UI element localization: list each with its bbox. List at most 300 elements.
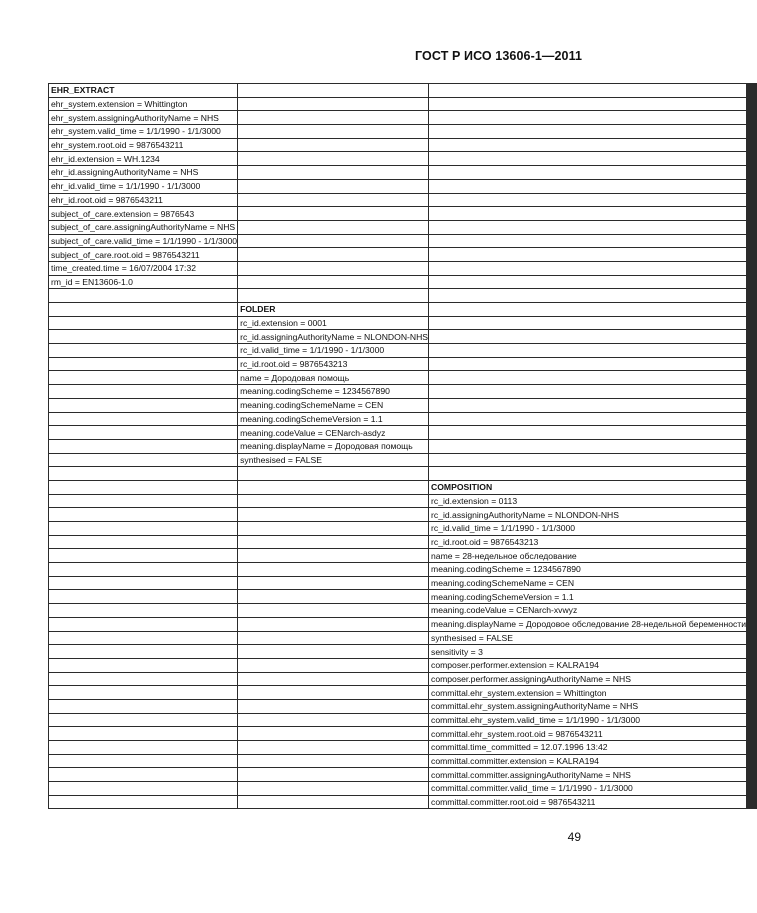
empty-cell [756, 645, 757, 659]
table-row [49, 385, 757, 399]
field-value: meaning.codingSchemeVersion = 1.1 [431, 591, 574, 602]
empty-cell [49, 371, 238, 385]
empty-cell [238, 522, 429, 536]
field-value: subject_of_care.valid_time = 1/1/1990 - 1/1/3000 [51, 235, 238, 246]
empty-cell [756, 152, 757, 166]
field-cell [429, 672, 747, 686]
table-row [49, 275, 757, 289]
empty-cell [49, 713, 238, 727]
empty-cell [238, 563, 429, 577]
field-value [49, 291, 51, 301]
field-value: name = Дородовая помощь [240, 372, 350, 383]
field-cell [429, 494, 747, 508]
section-heading: FOLDER [240, 304, 276, 315]
empty-cell [238, 645, 429, 659]
field-value: composer.performer.extension = KALRA194 [431, 660, 599, 671]
field-cell [49, 220, 238, 234]
table-row [49, 686, 757, 700]
empty-cell [49, 782, 238, 796]
table-row [49, 261, 757, 275]
table-row [49, 522, 757, 536]
field-value: meaning.displayName = Дородовая помощь [240, 441, 413, 452]
empty-cell [756, 193, 757, 207]
empty-cell [238, 261, 429, 275]
field-value: subject_of_care.assigningAuthorityName = NHS [51, 222, 236, 233]
empty-cell [238, 289, 429, 303]
empty-cell [429, 125, 747, 139]
field-cell [238, 467, 429, 481]
empty-cell [49, 604, 238, 618]
empty-cell [49, 617, 238, 631]
field-value: rc_id.root.oid = 9876543213 [240, 359, 348, 370]
table-row [49, 754, 757, 768]
empty-cell [238, 125, 429, 139]
empty-cell [429, 111, 747, 125]
empty-cell [429, 248, 747, 262]
table-row [49, 138, 757, 152]
table-row [49, 741, 757, 755]
empty-cell [49, 316, 238, 330]
field-cell [49, 166, 238, 180]
empty-cell [238, 699, 429, 713]
empty-cell [756, 261, 757, 275]
field-value: rc_id.extension = 0113 [431, 495, 518, 506]
table-row [49, 303, 757, 317]
empty-cell [756, 535, 757, 549]
empty-cell [429, 316, 747, 330]
empty-cell [238, 220, 429, 234]
field-value: ehr_id.extension = WH.1234 [51, 153, 160, 164]
table-row [49, 426, 757, 440]
empty-cell [429, 261, 747, 275]
table-row [49, 699, 757, 713]
empty-cell [756, 590, 757, 604]
empty-cell [756, 795, 757, 809]
table-row [49, 234, 757, 248]
field-cell [238, 330, 429, 344]
field-cell [429, 549, 747, 563]
empty-cell [756, 84, 757, 98]
empty-cell [49, 727, 238, 741]
field-value: rc_id.assigningAuthorityName = NLONDON-NHS [240, 331, 429, 342]
empty-cell [49, 645, 238, 659]
field-cell [238, 453, 429, 467]
empty-cell [756, 97, 757, 111]
empty-cell [238, 549, 429, 563]
section-heading-cell [429, 480, 747, 494]
empty-cell [429, 398, 747, 412]
table-row [49, 125, 757, 139]
empty-cell [429, 453, 747, 467]
empty-cell [756, 713, 757, 727]
empty-cell [238, 795, 429, 809]
empty-cell [238, 179, 429, 193]
table-row [49, 768, 757, 782]
table-row [49, 467, 757, 481]
table-row [49, 645, 757, 659]
empty-cell [49, 795, 238, 809]
field-cell [429, 768, 747, 782]
empty-cell [756, 480, 757, 494]
field-value: name = 28-недельное обследование [431, 550, 577, 561]
field-cell [238, 316, 429, 330]
field-value: ehr_system.root.oid = 9876543211 [51, 140, 184, 151]
field-value: ehr_id.valid_time = 1/1/1990 - 1/1/3000 [51, 181, 201, 192]
field-value: time_created.time = 16/07/2004 17:32 [51, 263, 196, 274]
empty-cell [756, 220, 757, 234]
empty-cell [238, 248, 429, 262]
table-row [49, 494, 757, 508]
section-heading: EHR_EXTRACT [51, 85, 115, 96]
field-cell [429, 754, 747, 768]
empty-cell [49, 590, 238, 604]
field-value: committal.committer.assigningAuthorityName = NHS [431, 769, 631, 780]
empty-cell [756, 111, 757, 125]
empty-cell [238, 535, 429, 549]
empty-cell [238, 754, 429, 768]
field-cell [49, 179, 238, 193]
table-row [49, 193, 757, 207]
empty-cell [756, 330, 757, 344]
empty-cell [238, 193, 429, 207]
section-heading-cell [238, 303, 429, 317]
empty-cell [49, 658, 238, 672]
empty-cell [238, 590, 429, 604]
empty-cell [756, 166, 757, 180]
empty-cell [238, 111, 429, 125]
field-cell [238, 398, 429, 412]
table-row [49, 166, 757, 180]
empty-cell [49, 686, 238, 700]
empty-cell [49, 412, 238, 426]
field-cell [429, 727, 747, 741]
empty-cell [756, 754, 757, 768]
empty-cell [756, 316, 757, 330]
empty-cell [238, 672, 429, 686]
empty-cell [238, 494, 429, 508]
table-row [49, 617, 757, 631]
empty-cell [429, 371, 747, 385]
empty-cell [756, 412, 757, 426]
table-row [49, 727, 757, 741]
field-value: meaning.codingSchemeName = CEN [240, 400, 384, 411]
field-cell [238, 439, 429, 453]
field-value: ehr_system.assigningAuthorityName = NHS [51, 112, 219, 123]
empty-cell [238, 782, 429, 796]
empty-cell [756, 344, 757, 358]
table-row [49, 179, 757, 193]
field-value: rc_id.root.oid = 9876543213 [431, 537, 539, 548]
field-value: ehr_id.assigningAuthorityName = NHS [51, 167, 199, 178]
empty-cell [429, 275, 747, 289]
empty-cell [49, 631, 238, 645]
empty-cell [756, 686, 757, 700]
empty-cell [756, 672, 757, 686]
field-value: rm_id = EN13606-1.0 [51, 276, 133, 287]
empty-cell [756, 617, 757, 631]
empty-cell [756, 371, 757, 385]
table-row [49, 152, 757, 166]
empty-cell [429, 193, 747, 207]
empty-cell [756, 741, 757, 755]
empty-cell [238, 576, 429, 590]
empty-cell [756, 289, 757, 303]
table-row [49, 111, 757, 125]
field-cell [238, 426, 429, 440]
field-cell [238, 371, 429, 385]
field-value: meaning.codingScheme = 1234567890 [240, 386, 390, 397]
field-cell [429, 604, 747, 618]
table-row [49, 316, 757, 330]
empty-cell [238, 617, 429, 631]
field-cell [429, 631, 747, 645]
field-value: committal.time_committed = 12.07.1996 13:42 [431, 742, 608, 753]
empty-cell [756, 303, 757, 317]
field-cell [49, 125, 238, 139]
empty-cell [238, 480, 429, 494]
field-cell [238, 412, 429, 426]
empty-cell [429, 303, 747, 317]
table-row [49, 453, 757, 467]
empty-cell [756, 576, 757, 590]
field-cell [238, 357, 429, 371]
empty-cell [429, 234, 747, 248]
empty-cell [429, 467, 747, 481]
empty-cell [49, 522, 238, 536]
field-cell [429, 713, 747, 727]
field-cell [429, 699, 747, 713]
empty-cell [756, 125, 757, 139]
empty-cell [238, 658, 429, 672]
empty-cell [49, 699, 238, 713]
table-row [49, 480, 757, 494]
empty-cell [49, 576, 238, 590]
field-value: committal.ehr_system.assigningAuthorityName = NHS [431, 701, 639, 712]
field-cell [49, 289, 238, 303]
field-value: subject_of_care.extension = 9876543 [51, 208, 195, 219]
empty-cell [429, 330, 747, 344]
empty-cell [49, 508, 238, 522]
empty-cell [756, 385, 757, 399]
empty-cell [238, 234, 429, 248]
table-row [49, 535, 757, 549]
field-cell [429, 686, 747, 700]
field-cell [49, 111, 238, 125]
field-cell [429, 617, 747, 631]
table-row [49, 439, 757, 453]
field-value: meaning.codingSchemeVersion = 1.1 [240, 413, 383, 424]
field-value: meaning.codeValue = CENarch-asdyz [240, 427, 386, 438]
field-value: committal.committer.extension = KALRA194 [431, 756, 599, 767]
empty-cell [49, 385, 238, 399]
empty-cell [756, 275, 757, 289]
empty-cell [238, 207, 429, 221]
empty-cell [49, 741, 238, 755]
empty-cell [756, 398, 757, 412]
empty-cell [756, 138, 757, 152]
table-row [49, 84, 757, 98]
field-cell [429, 535, 747, 549]
field-value: rc_id.valid_time = 1/1/1990 - 1/1/3000 [240, 345, 385, 356]
empty-cell [756, 522, 757, 536]
table-row [49, 508, 757, 522]
field-value: committal.ehr_system.root.oid = 9876543211 [431, 728, 603, 739]
empty-cell [756, 699, 757, 713]
table-row [49, 795, 757, 809]
table-row [49, 97, 757, 111]
empty-cell [49, 303, 238, 317]
table-row [49, 398, 757, 412]
empty-cell [238, 84, 429, 98]
field-value: rc_id.extension = 0001 [240, 318, 327, 329]
table-row [49, 631, 757, 645]
table-row [49, 371, 757, 385]
field-value: meaning.displayName = Дородовое обследование 28-недельной беременности [431, 619, 747, 630]
field-cell [238, 344, 429, 358]
table-row [49, 220, 757, 234]
empty-cell [429, 179, 747, 193]
empty-cell [756, 508, 757, 522]
table-row [49, 576, 757, 590]
empty-cell [49, 563, 238, 577]
empty-cell [756, 357, 757, 371]
empty-cell [756, 234, 757, 248]
empty-cell [238, 741, 429, 755]
field-value: committal.committer.valid_time = 1/1/1990 - 1/1/3000 [431, 783, 633, 794]
field-cell [49, 234, 238, 248]
empty-cell [756, 782, 757, 796]
empty-cell [756, 179, 757, 193]
empty-cell [49, 330, 238, 344]
empty-cell [49, 398, 238, 412]
empty-cell [756, 207, 757, 221]
empty-cell [238, 768, 429, 782]
empty-cell [49, 768, 238, 782]
table-row [49, 604, 757, 618]
field-cell [49, 97, 238, 111]
empty-cell [49, 344, 238, 358]
empty-cell [238, 166, 429, 180]
table-row [49, 782, 757, 796]
field-value: meaning.codingScheme = 1234567890 [431, 564, 581, 575]
field-value: rc_id.valid_time = 1/1/1990 - 1/1/3000 [431, 523, 576, 534]
section-heading: COMPOSITION [431, 482, 493, 493]
field-cell [238, 385, 429, 399]
field-cell [49, 275, 238, 289]
empty-cell [49, 467, 238, 481]
empty-cell [238, 604, 429, 618]
field-cell [49, 207, 238, 221]
empty-cell [49, 494, 238, 508]
empty-cell [429, 152, 747, 166]
empty-cell [238, 97, 429, 111]
empty-cell [429, 84, 747, 98]
field-cell [49, 152, 238, 166]
empty-cell [756, 631, 757, 645]
empty-cell [756, 248, 757, 262]
field-cell [49, 193, 238, 207]
field-value: subject_of_care.root.oid = 9876543211 [51, 249, 200, 260]
empty-cell [49, 426, 238, 440]
document-code-header: ГОСТ Р ИСО 13606-1—2011 [415, 49, 582, 63]
table-row [49, 590, 757, 604]
field-value: sensitivity = 3 [431, 646, 483, 657]
field-cell [49, 248, 238, 262]
empty-cell [756, 439, 757, 453]
table-row [49, 563, 757, 577]
empty-cell [756, 768, 757, 782]
field-value: meaning.codeValue = CENarch-xvwyz [431, 605, 578, 616]
table-row [49, 344, 757, 358]
empty-cell [756, 563, 757, 577]
field-cell [429, 741, 747, 755]
field-value: committal.ehr_system.valid_time = 1/1/1990 - 1/1/3000 [431, 714, 641, 725]
field-value: ehr_system.valid_time = 1/1/1990 - 1/1/3000 [51, 126, 221, 137]
empty-cell [238, 727, 429, 741]
empty-cell [49, 439, 238, 453]
empty-cell [429, 207, 747, 221]
field-cell [429, 795, 747, 809]
empty-cell [429, 344, 747, 358]
table-row [49, 248, 757, 262]
empty-cell [429, 289, 747, 303]
field-value [238, 469, 240, 479]
table-row [49, 412, 757, 426]
field-cell [429, 658, 747, 672]
empty-cell [756, 467, 757, 481]
empty-cell [238, 275, 429, 289]
empty-cell [429, 439, 747, 453]
empty-cell [756, 453, 757, 467]
field-value: meaning.codingSchemeName = CEN [431, 578, 575, 589]
empty-cell [429, 97, 747, 111]
field-cell [429, 645, 747, 659]
field-cell [429, 576, 747, 590]
table-row [49, 330, 757, 344]
empty-cell [756, 426, 757, 440]
empty-cell [756, 604, 757, 618]
field-value: committal.ehr_system.extension = Whittington [431, 687, 607, 698]
empty-cell [49, 754, 238, 768]
field-cell [49, 138, 238, 152]
field-value: synthesised = FALSE [240, 454, 323, 465]
field-cell [429, 522, 747, 536]
field-value: composer.performer.assigningAuthorityName = NHS [431, 673, 631, 684]
section-heading-cell [49, 84, 238, 98]
field-value: ehr_system.extension = Whittington [51, 99, 188, 110]
field-cell [429, 782, 747, 796]
empty-cell [49, 453, 238, 467]
empty-cell [49, 549, 238, 563]
page-number: 49 [567, 830, 581, 844]
field-value: ehr_id.root.oid = 9876543211 [51, 194, 163, 205]
empty-cell [756, 549, 757, 563]
empty-cell [238, 152, 429, 166]
table-row [49, 207, 757, 221]
empty-cell [429, 166, 747, 180]
table-row [49, 713, 757, 727]
empty-cell [49, 480, 238, 494]
field-cell [429, 508, 747, 522]
table-row [49, 289, 757, 303]
empty-cell [429, 357, 747, 371]
empty-cell [429, 220, 747, 234]
empty-cell [49, 535, 238, 549]
empty-cell [429, 385, 747, 399]
empty-cell [756, 494, 757, 508]
empty-cell [238, 138, 429, 152]
table-row [49, 672, 757, 686]
